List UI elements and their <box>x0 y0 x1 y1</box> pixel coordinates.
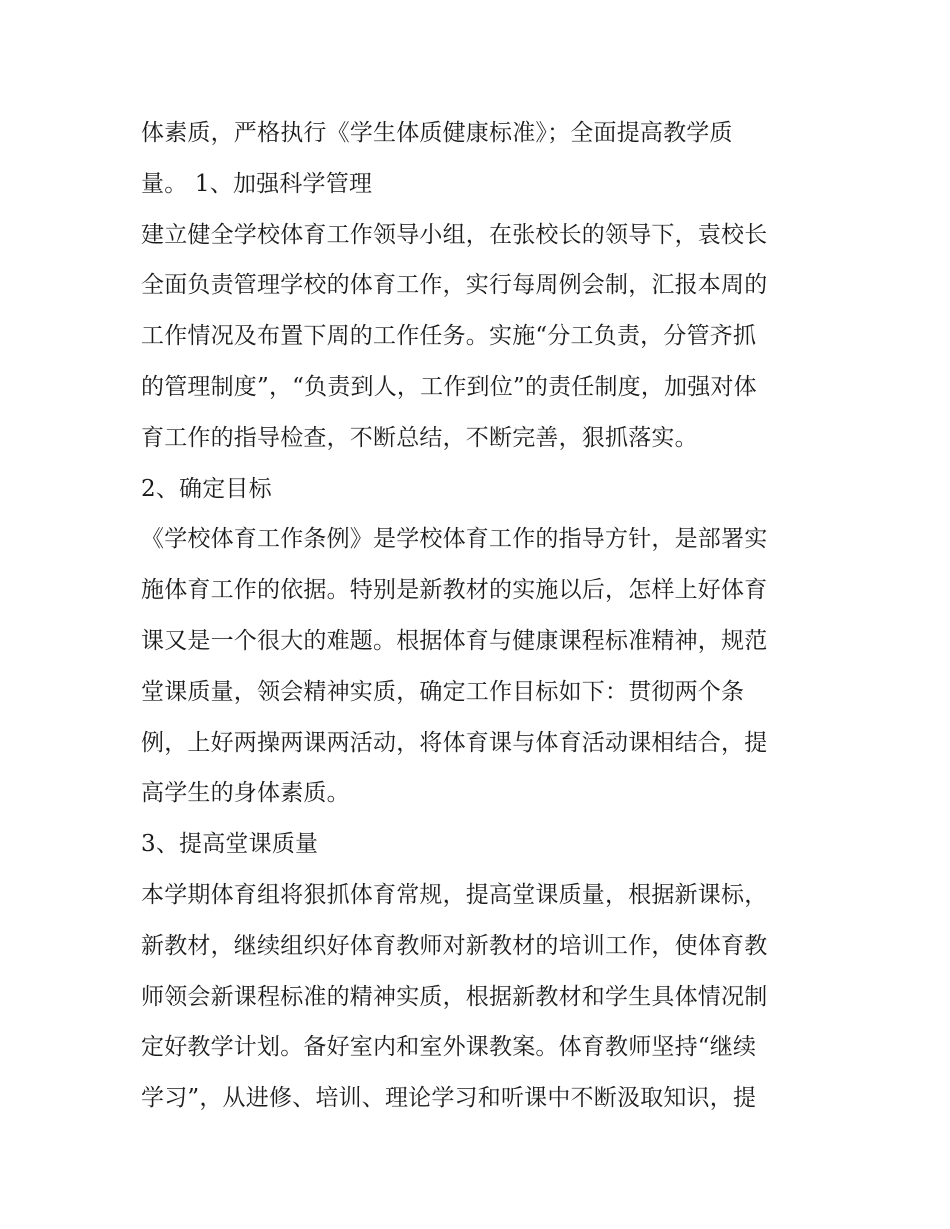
text-line: 体素质，严格执行《学生体质健康标准》；全面提高教学质 <box>141 120 733 146</box>
text-line: 堂课质量，领会精神实质，确定工作目标如下：贯彻两个条 <box>141 678 745 705</box>
text-line: 定好教学计划。备好室内和室外课教案。体育教师坚持“继续 <box>141 1034 757 1061</box>
text-line: 新教材，继续组织好体育教师对新教材的培训工作，使体育教 <box>141 932 768 959</box>
text-line: 课又是一个很大的难题。根据体育与健康课程标准精神，规范 <box>141 627 768 654</box>
text-line: 全面负责管理学校的体育工作，实行每周例会制，汇报本周的 <box>141 272 768 299</box>
text-line: 工作情况及布置下周的工作任务。实施“分工负责，分管齐抓 <box>141 323 757 350</box>
text-line: 的管理制度”，“负责到人，工作到位”的责任制度，加强对体 <box>141 373 757 400</box>
text-line: 本学期体育组将狠抓体育常规，提高堂课质量，根据新课标， <box>141 881 768 908</box>
section-heading-2: 2、确定目标 <box>141 475 272 502</box>
text-line: 高学生的身体素质。 <box>141 780 350 807</box>
section-heading-1: 量。 1、加强科学管理 <box>141 170 373 197</box>
section-heading-3: 3、提高堂课质量 <box>141 831 319 858</box>
text-line: 师领会新课程标准的精神实质，根据新教材和学生具体情况制 <box>141 983 768 1010</box>
text-line: 学习”，从进修、培训、理论学习和听课中不断汲取知识，提 <box>141 1085 757 1112</box>
text-line: 例，上好两操两课两活动，将体育课与体育活动课相结合，提 <box>141 729 768 756</box>
text-line: 《学校体育工作条例》是学校体育工作的指导方针，是部署实 <box>141 526 768 553</box>
text-line: 育工作的指导检查，不断总结，不断完善，狠抓落实。 <box>141 424 698 451</box>
text-line: 施体育工作的依据。特别是新教材的实施以后，怎样上好体育 <box>141 577 768 604</box>
document-body <box>141 108 813 1124</box>
text-line: 建立健全学校体育工作领导小组，在张校长的领导下，袁校长 <box>141 221 768 248</box>
